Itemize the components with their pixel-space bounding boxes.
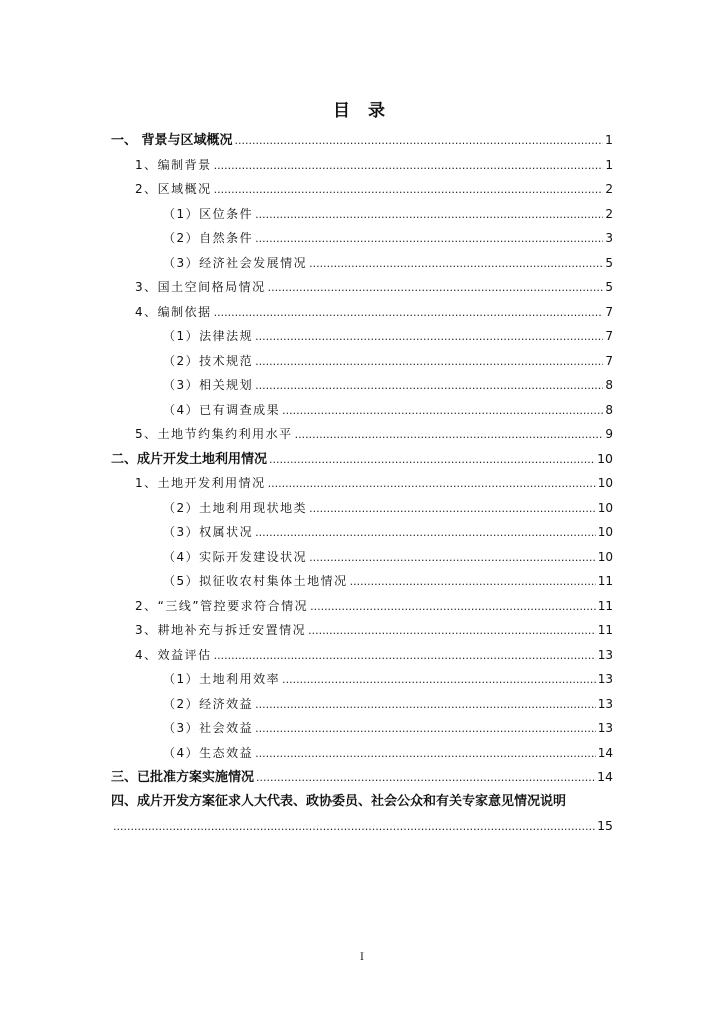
toc-dot-leader: [309, 546, 596, 571]
toc-page-number: 14: [597, 745, 613, 760]
toc-page-number: 10: [597, 525, 613, 539]
toc-entry[interactable]: [111, 349, 613, 374]
toc-page-number: 13: [597, 696, 613, 711]
toc-entry-label: 3、耕地补充与拆迁安置情况: [135, 623, 307, 637]
toc-entry[interactable]: [111, 618, 613, 643]
toc-page-number: 10: [597, 549, 613, 564]
toc-entry[interactable]: [111, 741, 613, 766]
toc-page-number: 7: [605, 353, 613, 368]
toc-entry-label: 4、编制依据: [135, 304, 212, 319]
toc-entry[interactable]: [111, 667, 613, 692]
toc-entry[interactable]: [111, 496, 613, 521]
toc-page-number: 10: [597, 500, 613, 515]
toc-page-number: 1: [605, 132, 613, 147]
toc-entry[interactable]: [111, 520, 613, 545]
toc-entry-label: （2）自然条件: [163, 231, 254, 245]
toc-page-number: 2: [605, 206, 613, 221]
toc-entry[interactable]: [111, 422, 613, 447]
toc-entry-label: （4）生态效益: [163, 745, 254, 760]
toc-dot-leader: [255, 742, 596, 767]
toc-entry-label: 二、成片开发土地利用情况: [111, 451, 268, 467]
toc-page-number: 13: [597, 721, 613, 735]
toc-dot-leader: [309, 497, 596, 522]
toc-entry[interactable]: [111, 569, 613, 594]
toc-dot-leader: [295, 423, 604, 448]
toc-entry-label: （4）实际开发建设状况: [163, 549, 308, 564]
toc-entry-label: 4、效益评估: [135, 647, 212, 662]
toc-page-number: 11: [597, 598, 613, 613]
toc-entry-label: （1）土地利用效率: [163, 672, 281, 686]
table-of-contents: [111, 128, 613, 839]
toc-entry-wrapped-leader[interactable]: [111, 814, 613, 839]
toc-page-number: 3: [605, 231, 613, 245]
toc-entry[interactable]: [111, 153, 613, 178]
toc-page-number: 1: [605, 157, 613, 172]
toc-entry[interactable]: [111, 202, 613, 227]
toc-entry[interactable]: [111, 251, 613, 276]
toc-entry-label: （2）技术规范: [163, 353, 254, 368]
toc-entry-label: 2、“三线”管控要求符合情况: [135, 598, 309, 613]
toc-dot-leader: [214, 178, 604, 203]
toc-entry-label: 1、土地开发利用情况: [135, 476, 266, 490]
toc-entry-label: （3）相关规划: [163, 378, 254, 392]
toc-page-number: 5: [605, 255, 613, 270]
toc-page-number: 8: [605, 402, 613, 417]
toc-entry-label: 四、成片开发方案征求人大代表、政协委员、社会公众和有关专家意见情况说明: [111, 793, 567, 809]
toc-entry[interactable]: [111, 643, 613, 668]
toc-page-number: 9: [605, 427, 613, 441]
toc-dot-leader: [255, 374, 603, 399]
toc-entry-label: 3、国土空间格局情况: [135, 280, 266, 294]
toc-dot-leader: [308, 619, 596, 644]
toc-dot-leader: [255, 693, 596, 718]
toc-page-number: 10: [597, 450, 613, 466]
toc-dot-leader: [309, 252, 603, 277]
toc-entry[interactable]: [111, 300, 613, 325]
toc-page-number: 14: [597, 769, 613, 784]
toc-page-number: 13: [597, 672, 613, 686]
toc-entry[interactable]: [111, 447, 613, 472]
toc-dot-leader: [255, 350, 603, 375]
toc-entry-label: 5、土地节约集约利用水平: [135, 427, 293, 441]
toc-dot-leader: [255, 325, 603, 350]
toc-dot-leader: [256, 766, 595, 791]
toc-entry[interactable]: [111, 226, 613, 251]
toc-page-number: 7: [605, 304, 613, 319]
toc-entry-label: （2）土地利用现状地类: [163, 500, 308, 515]
toc-entry[interactable]: [111, 324, 613, 349]
toc-entry-label: （4）已有调查成果: [163, 402, 281, 417]
toc-dot-leader: [269, 448, 595, 473]
toc-page-number: 7: [605, 329, 613, 343]
toc-page-number: 11: [597, 574, 613, 588]
toc-entry-label: （3）社会效益: [163, 721, 254, 735]
toc-dot-leader: [255, 717, 596, 742]
toc-dot-leader: [310, 595, 596, 620]
toc-entry-label: （3）权属状况: [163, 525, 254, 539]
toc-dot-leader: [255, 227, 603, 252]
toc-entry[interactable]: [111, 177, 613, 202]
toc-entry-wrapped-label[interactable]: [111, 790, 613, 815]
toc-dot-leader: [255, 203, 603, 228]
toc-entry-label: 三、已批准方案实施情况: [111, 770, 255, 785]
toc-entry-label: （2）经济效益: [163, 696, 254, 711]
toc-entry[interactable]: [111, 692, 613, 717]
toc-entry-label: 1、编制背景: [135, 157, 212, 172]
toc-dot-leader: [214, 301, 604, 326]
toc-entry[interactable]: [111, 398, 613, 423]
toc-dot-leader: [268, 472, 596, 497]
toc-entry[interactable]: [111, 471, 613, 496]
toc-dot-leader: [282, 668, 596, 693]
toc-entry-label: （3）经济社会发展情况: [163, 255, 308, 270]
toc-dot-leader: [113, 815, 595, 840]
toc-page-number: 5: [605, 280, 613, 294]
toc-entry[interactable]: [111, 545, 613, 570]
toc-dot-leader: [350, 570, 596, 595]
toc-entry[interactable]: [111, 594, 613, 619]
toc-page-number: 8: [605, 378, 613, 392]
toc-dot-leader: [255, 521, 596, 546]
toc-entry[interactable]: [111, 275, 613, 300]
toc-entry[interactable]: [111, 373, 613, 398]
page-footer-number: I: [360, 952, 364, 963]
toc-entry-label: （5）拟征收农村集体土地情况: [163, 574, 348, 588]
toc-dot-leader: [282, 399, 603, 424]
toc-dot-leader: [214, 644, 596, 669]
toc-page-number: 13: [597, 647, 613, 662]
toc-entry[interactable]: [111, 716, 613, 741]
toc-entry-label: （1）区位条件: [163, 206, 254, 221]
toc-entry-label: 一、 背景与区域概况: [111, 133, 233, 148]
toc-page-number: 2: [605, 182, 613, 196]
toc-entry[interactable]: [111, 765, 613, 790]
toc-page-number: 10: [597, 476, 613, 490]
toc-entry[interactable]: [111, 128, 613, 153]
toc-dot-leader: [214, 154, 604, 179]
toc-page-number: 11: [597, 623, 613, 637]
toc-entry-label: （1）法律法规: [163, 329, 254, 343]
toc-dot-leader: [235, 129, 604, 154]
toc-page-number: 15: [597, 818, 613, 833]
toc-entry-label: 2、区域概况: [135, 182, 212, 196]
page-title: 目 录: [333, 101, 391, 121]
toc-dot-leader: [268, 276, 604, 301]
